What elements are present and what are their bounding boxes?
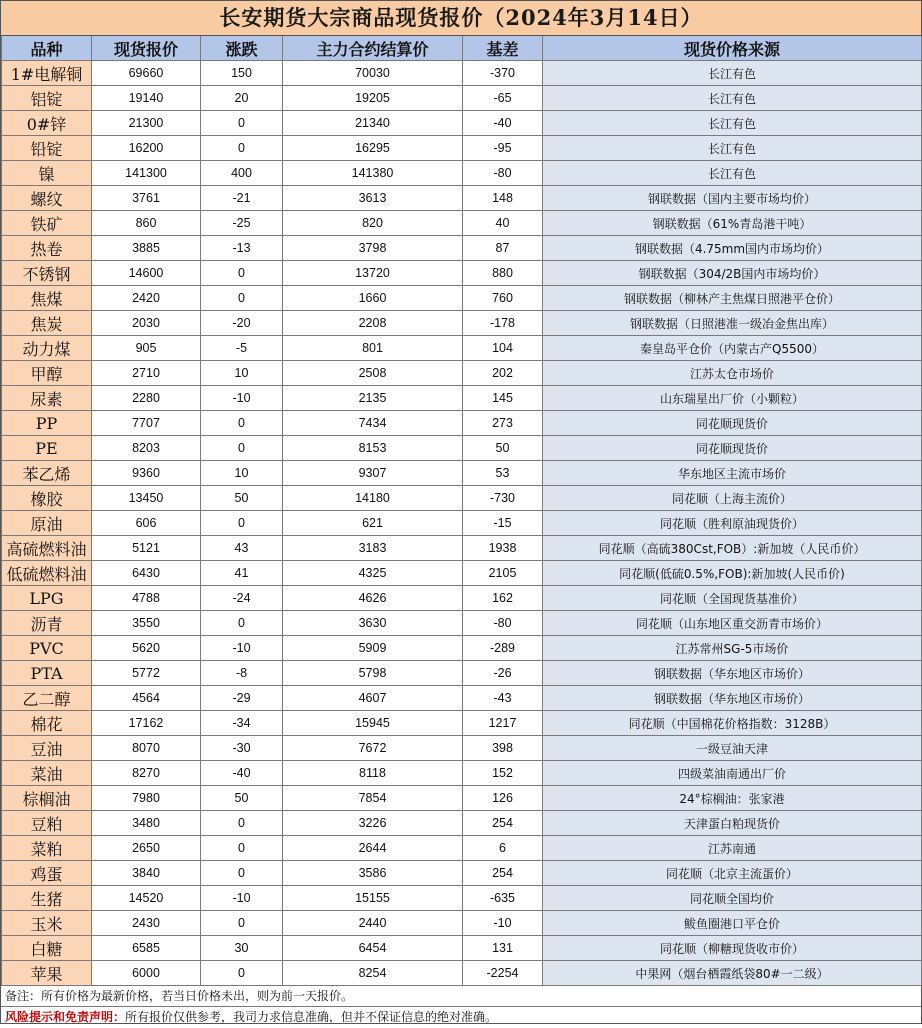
settlement-price: 2508: [283, 361, 463, 386]
commodity-name: 棕榈油: [2, 786, 92, 811]
price-source: 同花顺（上海主流价）: [543, 486, 922, 511]
table-row: [2, 111, 922, 136]
basis-value: 162: [463, 586, 543, 611]
spot-price: 13450: [92, 486, 201, 511]
spot-price: 9360: [92, 461, 201, 486]
spot-price: 2030: [92, 311, 201, 336]
table-row: [2, 661, 922, 686]
price-source: 同花顺（全国现货基准价）: [543, 586, 922, 611]
settlement-price: 4607: [283, 686, 463, 711]
settlement-price: 3226: [283, 811, 463, 836]
spot-price: 3761: [92, 186, 201, 211]
price-change: -30: [201, 736, 283, 761]
basis-value: 126: [463, 786, 543, 811]
commodity-name: PTA: [2, 661, 92, 686]
spot-price: 905: [92, 336, 201, 361]
commodity-name: 沥青: [2, 611, 92, 636]
spot-price: 141300: [92, 161, 201, 186]
settlement-price: 70030: [283, 61, 463, 86]
price-change: -10: [201, 386, 283, 411]
table-row: [2, 436, 922, 461]
price-source: 鲅鱼圈港口平仓价: [543, 911, 922, 936]
price-source: 江苏太仓市场价: [543, 361, 922, 386]
basis-value: -80: [463, 611, 543, 636]
price-change: 0: [201, 861, 283, 886]
commodity-name: LPG: [2, 586, 92, 611]
spot-price: 2420: [92, 286, 201, 311]
price-change: -8: [201, 661, 283, 686]
table-row: [2, 386, 922, 411]
price-change: 0: [201, 836, 283, 861]
price-source: 四级菜油南通出厂价: [543, 761, 922, 786]
basis-value: 254: [463, 811, 543, 836]
basis-value: 87: [463, 236, 543, 261]
price-source: 中果网（烟台栖霞纸袋80#一二级）: [543, 961, 922, 986]
table-row: [2, 961, 922, 986]
price-change: -34: [201, 711, 283, 736]
basis-value: 152: [463, 761, 543, 786]
table-row: [2, 786, 922, 811]
table-row: [2, 336, 922, 361]
commodity-name: 橡胶: [2, 486, 92, 511]
table-row: [2, 736, 922, 761]
spot-price: 6585: [92, 936, 201, 961]
settlement-price: 2440: [283, 911, 463, 936]
basis-value: -10: [463, 911, 543, 936]
basis-value: 145: [463, 386, 543, 411]
table-row: [2, 611, 922, 636]
settlement-price: 1660: [283, 286, 463, 311]
table-row: [2, 561, 922, 586]
col-header-spot: 现货报价: [92, 36, 201, 61]
basis-value: -26: [463, 661, 543, 686]
settlement-price: 8153: [283, 436, 463, 461]
price-change: -5: [201, 336, 283, 361]
price-change: -21: [201, 186, 283, 211]
settlement-price: 7434: [283, 411, 463, 436]
basis-value: 273: [463, 411, 543, 436]
spot-price: 2280: [92, 386, 201, 411]
commodity-name: 白糖: [2, 936, 92, 961]
spot-price: 2650: [92, 836, 201, 861]
price-change: 20: [201, 86, 283, 111]
price-source: 长江有色: [543, 111, 922, 136]
spot-price: 4564: [92, 686, 201, 711]
settlement-price: 820: [283, 211, 463, 236]
price-source: 秦皇岛平仓价（内蒙古产Q5500）: [543, 336, 922, 361]
settlement-price: 8254: [283, 961, 463, 986]
basis-value: 40: [463, 211, 543, 236]
basis-value: -43: [463, 686, 543, 711]
table-row: [2, 311, 922, 336]
table-row: [2, 761, 922, 786]
basis-value: -80: [463, 161, 543, 186]
commodity-name: 不锈钢: [2, 261, 92, 286]
price-source: 长江有色: [543, 161, 922, 186]
settlement-price: 5909: [283, 636, 463, 661]
price-source: 钢联数据（柳林产主焦煤日照港平仓价）: [543, 286, 922, 311]
commodity-name: 螺纹: [2, 186, 92, 211]
settlement-price: 3798: [283, 236, 463, 261]
table-row: [2, 211, 922, 236]
spot-price: 17162: [92, 711, 201, 736]
price-source: 同花顺现货价: [543, 411, 922, 436]
settlement-price: 15945: [283, 711, 463, 736]
table-row: [2, 161, 922, 186]
table-row: [2, 536, 922, 561]
table-row: [2, 886, 922, 911]
table-row: [2, 136, 922, 161]
table-row: [2, 586, 922, 611]
spot-price: 6430: [92, 561, 201, 586]
spot-price: 5620: [92, 636, 201, 661]
settlement-price: 801: [283, 336, 463, 361]
spot-price: 7980: [92, 786, 201, 811]
table-row: [2, 86, 922, 111]
table-row: [2, 286, 922, 311]
price-change: 50: [201, 486, 283, 511]
basis-value: 880: [463, 261, 543, 286]
commodity-name: 动力煤: [2, 336, 92, 361]
commodity-name: PE: [2, 436, 92, 461]
settlement-price: 14180: [283, 486, 463, 511]
settlement-price: 3630: [283, 611, 463, 636]
commodity-name: 甲醇: [2, 361, 92, 386]
settlement-price: 2208: [283, 311, 463, 336]
basis-value: 148: [463, 186, 543, 211]
commodity-name: 铁矿: [2, 211, 92, 236]
settlement-price: 2644: [283, 836, 463, 861]
price-change: 0: [201, 111, 283, 136]
settlement-price: 621: [283, 511, 463, 536]
table-row: [2, 861, 922, 886]
spot-price: 5772: [92, 661, 201, 686]
commodity-name: 菜油: [2, 761, 92, 786]
price-change: 0: [201, 811, 283, 836]
price-change: 150: [201, 61, 283, 86]
price-source: 一级豆油天津: [543, 736, 922, 761]
price-source: 山东瑞星出厂价（小颗粒）: [543, 386, 922, 411]
table-row: [2, 911, 922, 936]
commodity-name: 尿素: [2, 386, 92, 411]
settlement-price: 6454: [283, 936, 463, 961]
spot-price: 8270: [92, 761, 201, 786]
settlement-price: 3586: [283, 861, 463, 886]
price-source: 同花顺全国均价: [543, 886, 922, 911]
spot-price: 19140: [92, 86, 201, 111]
commodity-name: 高硫燃料油: [2, 536, 92, 561]
price-source: 同花顺（北京主流蛋价）: [543, 861, 922, 886]
price-source: 长江有色: [543, 86, 922, 111]
price-change: -10: [201, 886, 283, 911]
table-row: [2, 61, 922, 86]
price-source: 华东地区主流市场价: [543, 461, 922, 486]
commodity-name: 棉花: [2, 711, 92, 736]
price-change: -25: [201, 211, 283, 236]
settlement-price: 16295: [283, 136, 463, 161]
basis-value: 53: [463, 461, 543, 486]
price-source: 同花顺(低硫0.5%,FOB):新加坡(人民币价): [543, 561, 922, 586]
price-source: 钢联数据（华东地区市场价）: [543, 661, 922, 686]
price-source: 同花顺（高硫380Cst,FOB）:新加坡（人民币价）: [543, 536, 922, 561]
commodity-name: 生猪: [2, 886, 92, 911]
commodity-name: 玉米: [2, 911, 92, 936]
price-change: 0: [201, 961, 283, 986]
price-source: 钢联数据（304/2B国内市场均价）: [543, 261, 922, 286]
commodity-name: 铅锭: [2, 136, 92, 161]
basis-value: 1217: [463, 711, 543, 736]
spot-price: 3885: [92, 236, 201, 261]
settlement-price: 7854: [283, 786, 463, 811]
commodity-name: 苯乙烯: [2, 461, 92, 486]
price-change: -24: [201, 586, 283, 611]
commodity-name: 焦煤: [2, 286, 92, 311]
commodity-name: PP: [2, 411, 92, 436]
table-row: [2, 486, 922, 511]
table-row: [2, 686, 922, 711]
settlement-price: 4626: [283, 586, 463, 611]
spot-price: 4788: [92, 586, 201, 611]
basis-value: -370: [463, 61, 543, 86]
price-change: 43: [201, 536, 283, 561]
price-change: 0: [201, 136, 283, 161]
basis-value: -15: [463, 511, 543, 536]
commodity-name: 热卷: [2, 236, 92, 261]
table-row: [2, 811, 922, 836]
commodity-name: 豆粕: [2, 811, 92, 836]
price-change: 0: [201, 911, 283, 936]
price-change: 0: [201, 436, 283, 461]
price-change: 41: [201, 561, 283, 586]
commodity-name: 低硫燃料油: [2, 561, 92, 586]
risk-disclaimer: [1, 1007, 921, 1028]
price-change: 0: [201, 511, 283, 536]
price-source: 江苏常州SG-5市场价: [543, 636, 922, 661]
table-row: [2, 361, 922, 386]
table-header-row: [2, 36, 922, 61]
table-row: [2, 936, 922, 961]
price-source: 钢联数据（华东地区市场价）: [543, 686, 922, 711]
spot-price: 14600: [92, 261, 201, 286]
price-source: 同花顺（山东地区重交沥青市场价）: [543, 611, 922, 636]
price-change: 50: [201, 786, 283, 811]
settlement-price: 2135: [283, 386, 463, 411]
spot-price: 2710: [92, 361, 201, 386]
basis-value: 131: [463, 936, 543, 961]
basis-value: -635: [463, 886, 543, 911]
commodity-name: 鸡蛋: [2, 861, 92, 886]
table-row: [2, 836, 922, 861]
commodity-name: 原油: [2, 511, 92, 536]
col-header-settle: 主力合约结算价: [283, 36, 463, 61]
spot-price: 8070: [92, 736, 201, 761]
col-header-basis: 基差: [463, 36, 543, 61]
spot-price: 5121: [92, 536, 201, 561]
commodity-name: 菜粕: [2, 836, 92, 861]
price-source: 钢联数据（日照港准一级冶金焦出库）: [543, 311, 922, 336]
table-row: [2, 411, 922, 436]
price-change: 30: [201, 936, 283, 961]
price-change: 400: [201, 161, 283, 186]
price-change: 0: [201, 411, 283, 436]
basis-value: -730: [463, 486, 543, 511]
settlement-price: 7672: [283, 736, 463, 761]
table-row: [2, 636, 922, 661]
basis-value: -178: [463, 311, 543, 336]
spot-price: 21300: [92, 111, 201, 136]
spot-price: 69660: [92, 61, 201, 86]
price-source: 钢联数据（61%青岛港干吨）: [543, 211, 922, 236]
basis-value: -289: [463, 636, 543, 661]
commodity-name: 0#锌: [2, 111, 92, 136]
spot-price: 8203: [92, 436, 201, 461]
commodity-name: 焦炭: [2, 311, 92, 336]
basis-value: 6: [463, 836, 543, 861]
spot-price: 16200: [92, 136, 201, 161]
basis-value: 398: [463, 736, 543, 761]
settlement-price: 21340: [283, 111, 463, 136]
spot-price: 7707: [92, 411, 201, 436]
price-source: 长江有色: [543, 136, 922, 161]
price-change: -10: [201, 636, 283, 661]
commodity-name: 苹果: [2, 961, 92, 986]
table-row: [2, 261, 922, 286]
commodity-name: 镍: [2, 161, 92, 186]
sheet-title: 长安期货大宗商品现货报价（2024年3月14日）: [1, 1, 921, 36]
price-change: 10: [201, 361, 283, 386]
spot-price: 606: [92, 511, 201, 536]
price-change: 0: [201, 261, 283, 286]
basis-value: 2105: [463, 561, 543, 586]
risk-label: 风险提示和免责声明：: [5, 1010, 126, 1024]
settlement-price: 15155: [283, 886, 463, 911]
price-source: 同花顺（柳糖现货收市价）: [543, 936, 922, 961]
spot-price: 860: [92, 211, 201, 236]
table-row: [2, 711, 922, 736]
price-source: 江苏南通: [543, 836, 922, 861]
settlement-price: 3183: [283, 536, 463, 561]
settlement-price: 8118: [283, 761, 463, 786]
table-row: [2, 511, 922, 536]
price-source: 同花顺（胜利原油现货价）: [543, 511, 922, 536]
basis-value: -65: [463, 86, 543, 111]
price-source: 同花顺现货价: [543, 436, 922, 461]
basis-value: 1938: [463, 536, 543, 561]
commodity-name: 乙二醇: [2, 686, 92, 711]
footnote: 备注：所有价格为最新价格，若当日价格未出，则为前一天报价。: [1, 986, 921, 1007]
settlement-price: 3613: [283, 186, 463, 211]
basis-value: 254: [463, 861, 543, 886]
price-source: 同花顺（中国棉花价格指数：3128B）: [543, 711, 922, 736]
settlement-price: 5798: [283, 661, 463, 686]
table-row: [2, 186, 922, 211]
settlement-price: 19205: [283, 86, 463, 111]
col-header-source: 现货价格来源: [543, 36, 922, 61]
price-source: 钢联数据（4.75mm国内市场均价）: [543, 236, 922, 261]
table-row: [2, 236, 922, 261]
basis-value: 50: [463, 436, 543, 461]
price-source: 钢联数据（国内主要市场均价）: [543, 186, 922, 211]
spot-price: 3840: [92, 861, 201, 886]
price-source: 长江有色: [543, 61, 922, 86]
risk-text: 所有报价仅供参考，我司力求信息准确，但并不保证信息的绝对准确。: [125, 1010, 498, 1024]
basis-value: 104: [463, 336, 543, 361]
col-header-name: 品种: [2, 36, 92, 61]
basis-value: 760: [463, 286, 543, 311]
price-change: 0: [201, 286, 283, 311]
price-source: 天津蛋白粕现货价: [543, 811, 922, 836]
commodity-name: 铝锭: [2, 86, 92, 111]
settlement-price: 141380: [283, 161, 463, 186]
spot-price: 6000: [92, 961, 201, 986]
commodity-name: 1#电解铜: [2, 61, 92, 86]
price-table: [1, 36, 922, 986]
price-source: 24°棕榈油：张家港: [543, 786, 922, 811]
spot-price: 3480: [92, 811, 201, 836]
commodity-name: PVC: [2, 636, 92, 661]
basis-value: 202: [463, 361, 543, 386]
spot-price: 14520: [92, 886, 201, 911]
basis-value: -95: [463, 136, 543, 161]
price-change: 0: [201, 611, 283, 636]
basis-value: -40: [463, 111, 543, 136]
settlement-price: 4325: [283, 561, 463, 586]
price-change: -20: [201, 311, 283, 336]
spot-price: 2430: [92, 911, 201, 936]
settlement-price: 9307: [283, 461, 463, 486]
price-change: 10: [201, 461, 283, 486]
price-change: -40: [201, 761, 283, 786]
col-header-change: 涨跌: [201, 36, 283, 61]
commodity-name: 豆油: [2, 736, 92, 761]
settlement-price: 13720: [283, 261, 463, 286]
spot-price: 3550: [92, 611, 201, 636]
basis-value: -2254: [463, 961, 543, 986]
price-change: -29: [201, 686, 283, 711]
table-row: [2, 461, 922, 486]
price-change: -13: [201, 236, 283, 261]
